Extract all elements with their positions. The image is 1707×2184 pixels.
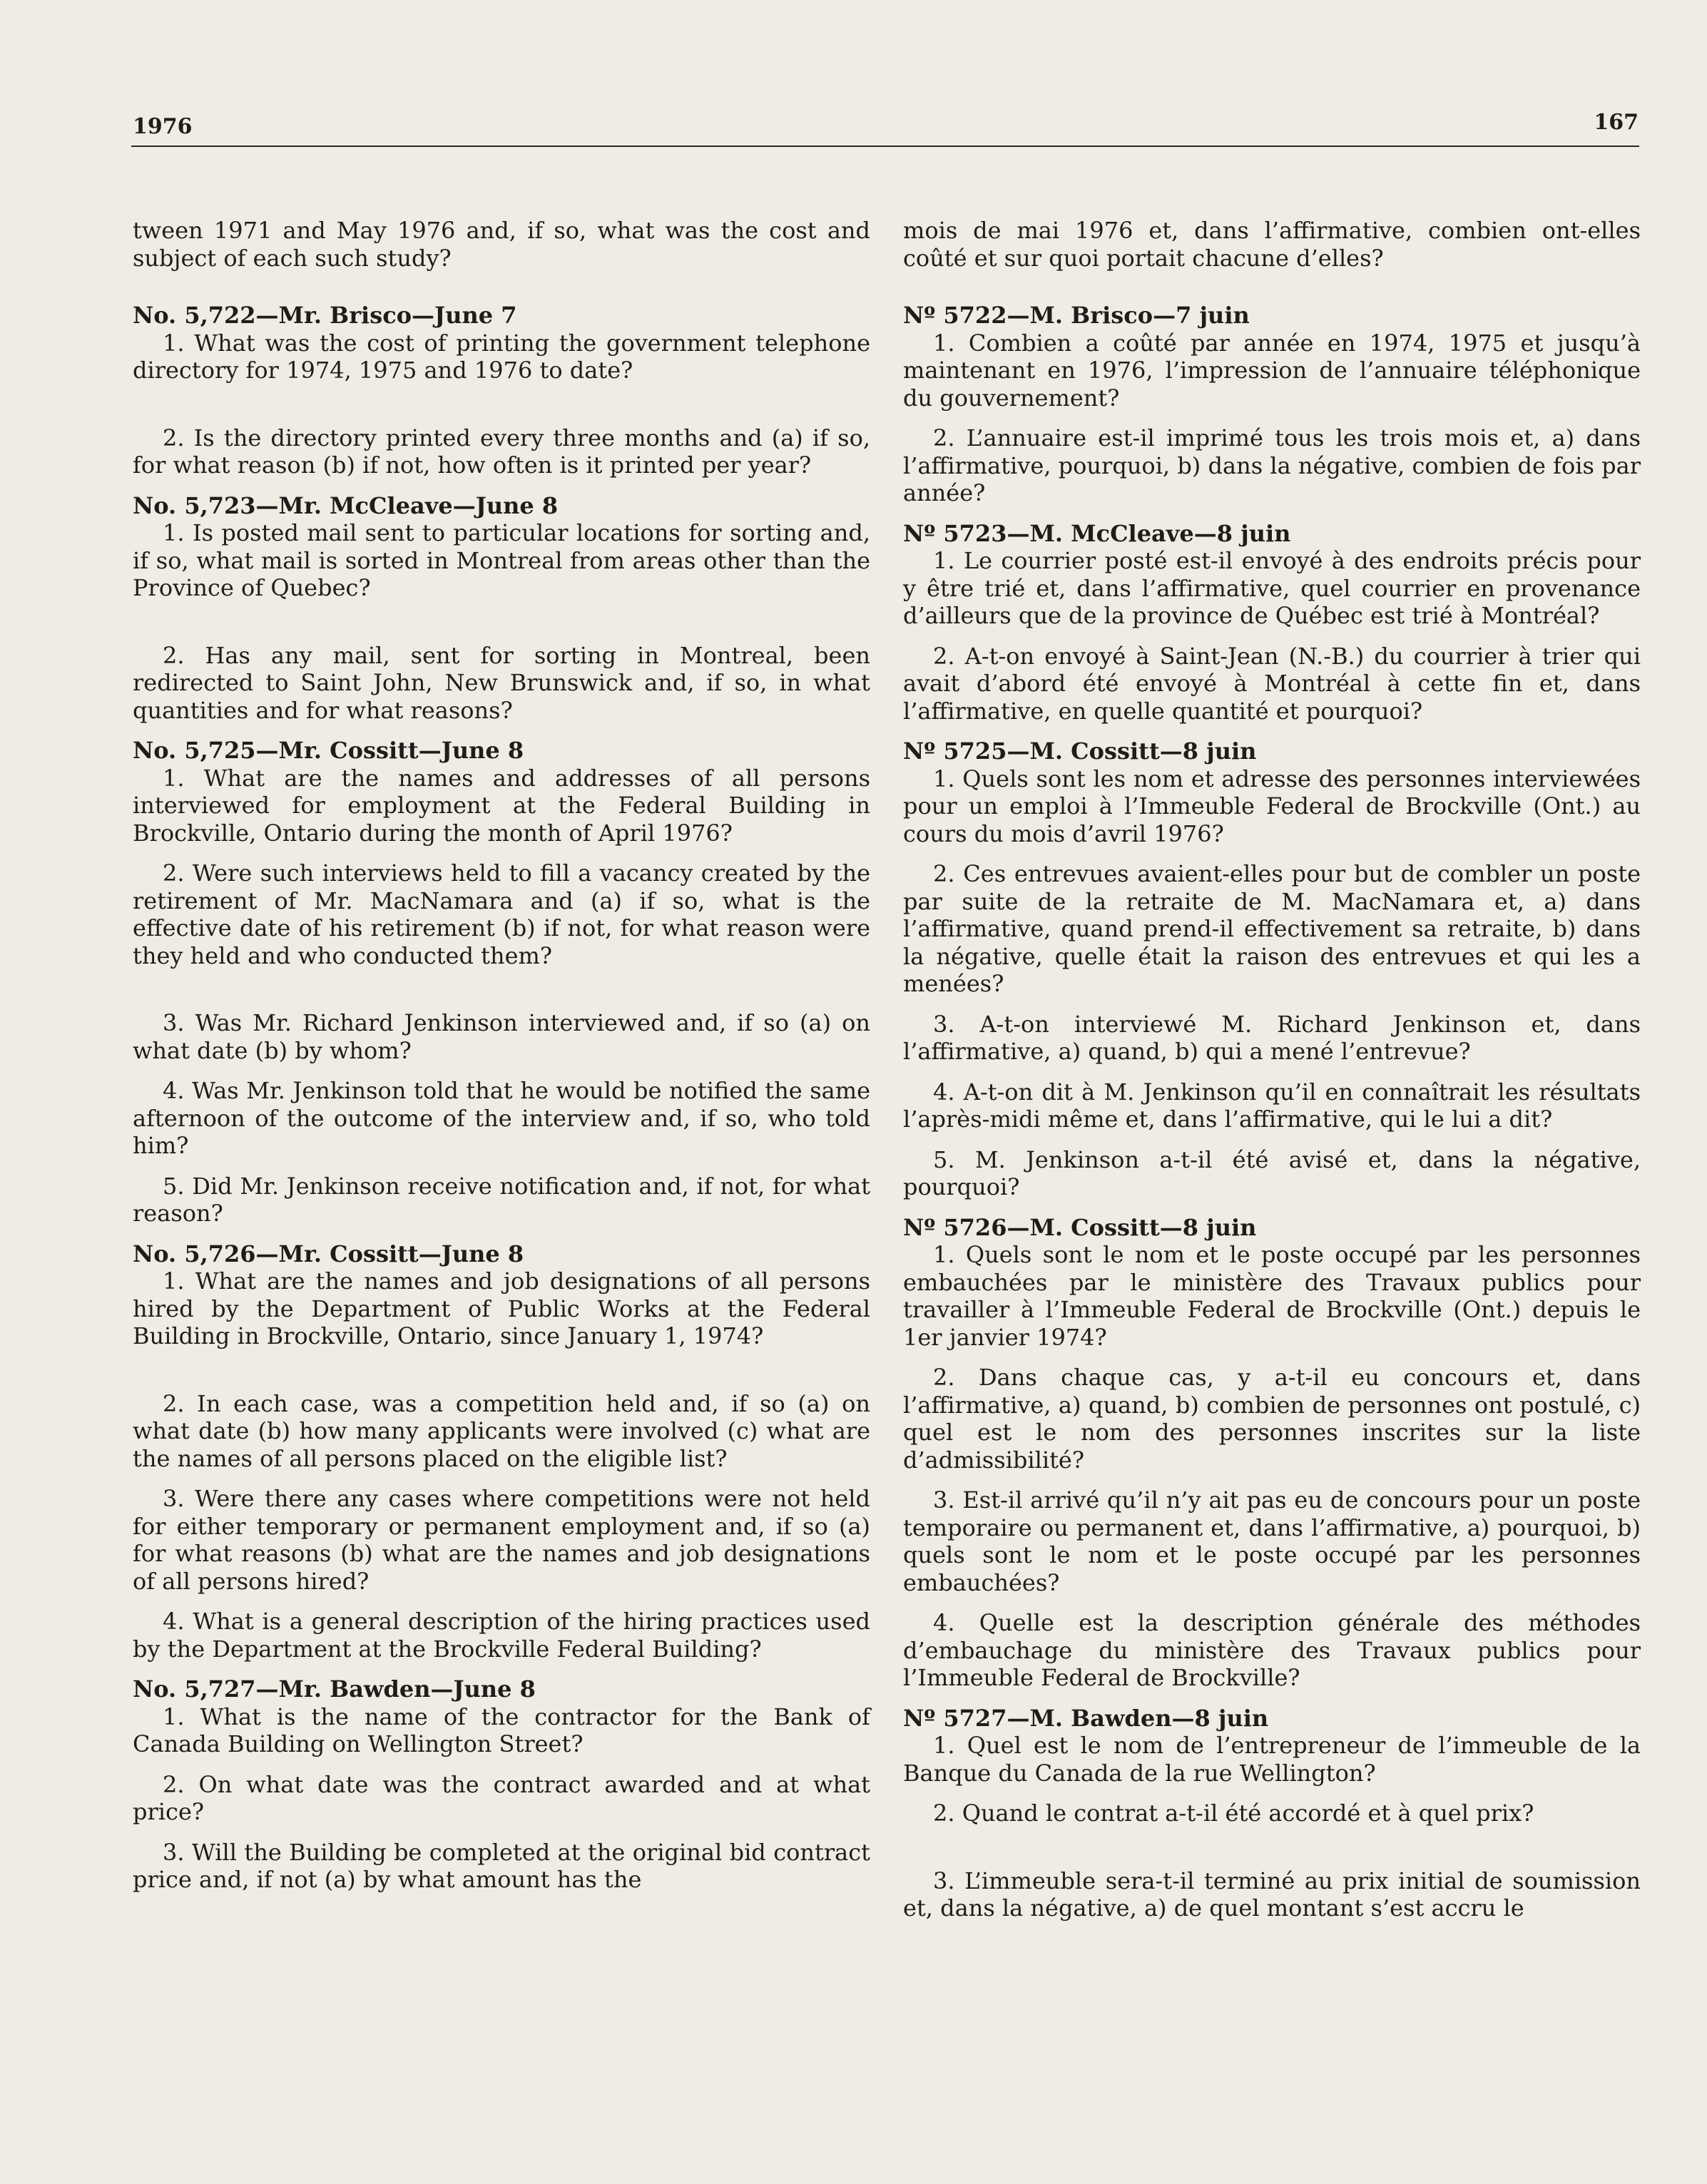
english-column (133, 217, 870, 1894)
question-5727 (133, 1675, 870, 1894)
question-5726-fr (903, 1214, 1641, 1692)
question-paragraph: 5. Did Mr. Jenkinson receive notification and, if not, for what reason? (133, 1172, 870, 1227)
question-paragraph: 1. Quel est le nom de l’entrepreneur de l’immeuble de la Banque du Canada de la rue Wellington? (903, 1732, 1641, 1787)
question-title: No. 5,722—Mr. Brisco—June 7 (133, 302, 517, 329)
question-paragraph: 3. Will the Building be completed at the original bid contract price and, if not (a) by what amount has the (133, 1838, 870, 1893)
question-paragraph: 4. A-t-on dit à M. Jenkinson qu’il en connaîtrait les résultats l’après-midi même et, dans l’affirmative, qui le lui a dit? (903, 1078, 1641, 1133)
question-paragraph: 3. A-t-on interviewé M. Richard Jenkinson et, dans l’affirmative, a) quand, b) qui a mené l’entrevue? (903, 1010, 1641, 1065)
question-paragraph: 1. Combien a coûté par année en 1974, 1975 et jusqu’à maintenant en 1976, l’impression de l’annuaire téléphonique du gouvernement? (903, 329, 1641, 412)
question-paragraph: 2. Ces entrevues avaient-elles pour but de combler un poste par suite de la retraite de M. MacNamara et, a) dans l’affirmative, quand prend-il effectivement sa retraite, b) dans la négative, quelle était la raison des entrevues et qui les a menées? (903, 860, 1641, 997)
question-5723-fr (903, 520, 1641, 725)
continued-text: mois de mai 1976 et, dans l’affirmative, combien ont-elles coûté et sur quoi portait chacune d’elles? (903, 217, 1641, 272)
question-paragraph: 1. What are the names and addresses of all persons interviewed for employment at the Federal Building in Brockville, Ontario during the month of April 1976? (133, 764, 870, 847)
question-paragraph: 1. What is the name of the contractor for the Bank of Canada Building on Wellington Street? (133, 1703, 870, 1757)
question-5722-fr (903, 302, 1641, 507)
header-rule (131, 146, 1639, 147)
question-paragraph: 2. Is the directory printed every three months and (a) if so, for what reason (b) if not, how often is it printed per year? (133, 424, 870, 479)
question-paragraph: 4. What is a general description of the hiring practices used by the Department at the Brockville Federal Building? (133, 1608, 870, 1663)
question-5725 (133, 737, 870, 1228)
question-paragraph: 1. What was the cost of printing the government telephone directory for 1974, 1975 and 1976 to date? (133, 329, 870, 384)
page-number: 167 (1594, 110, 1639, 135)
question-title: Nº 5722—M. Brisco—7 juin (903, 302, 1250, 329)
question-5727-fr (903, 1705, 1641, 1922)
question-paragraph: 4. Was Mr. Jenkinson told that he would be notified the same afternoon of the outcome of the interview and, if so, who told him? (133, 1077, 870, 1159)
question-paragraph: 2. A-t-on envoyé à Saint-Jean (N.-B.) du courrier à trier qui avait d’abord été envoyé à Montréal à cette fin et, dans l’affirmative, en quelle quantité et pourquoi? (903, 642, 1641, 725)
question-title: Nº 5727—M. Bawden—8 juin (903, 1704, 1269, 1732)
question-paragraph: 4. Quelle est la description générale des méthodes d’embauchage du ministère des Travaux publics pour l’Immeuble Federal de Brockville? (903, 1609, 1641, 1691)
question-title: Nº 5723—M. McCleave—8 juin (903, 519, 1291, 547)
question-paragraph: 1. Le courrier posté est-il envoyé à des endroits précis pour y être trié et, dans l’affirmative, quel courrier en provenance d’ailleurs que de la province de Québec est trié à Montréal? (903, 547, 1641, 629)
question-5725-fr (903, 738, 1641, 1201)
question-paragraph: 3. L’immeuble sera-t-il terminé au prix initial de soumission et, dans la négative, a) de quel montant s’est accru le (903, 1867, 1641, 1922)
question-paragraph: 2. Were such interviews held to fill a vacancy created by the retirement of Mr. MacNamara and (a) if so, what is the effective date of his retirement (b) if not, for what reason were they held and who conducted them? (133, 859, 870, 969)
question-paragraph: 2. L’annuaire est-il imprimé tous les trois mois et, a) dans l’affirmative, pourquoi, b) dans la négative, combien de fois par année? (903, 424, 1641, 506)
question-paragraph: 3. Was Mr. Richard Jenkinson interviewed and, if so (a) on what date (b) by whom? (133, 1009, 870, 1064)
question-5722 (133, 302, 870, 479)
question-title: Nº 5726—M. Cossitt—8 juin (903, 1213, 1257, 1241)
question-title: No. 5,727—Mr. Bawden—June 8 (133, 1675, 536, 1703)
question-title: No. 5,726—Mr. Cossitt—June 8 (133, 1240, 524, 1267)
page-year: 1976 (133, 114, 193, 139)
question-5723 (133, 492, 870, 725)
question-paragraph: 2. Has any mail, sent for sorting in Montreal, been redirected to Saint John, New Brunswick and, if so, in what quantities and for what reasons? (133, 641, 870, 724)
question-paragraph: 5. M. Jenkinson a-t-il été avisé et, dans la négative, pourquoi? (903, 1145, 1641, 1200)
french-column (903, 217, 1641, 1922)
question-title: No. 5,723—Mr. McCleave—June 8 (133, 491, 559, 519)
question-paragraph: 2. Quand le contrat a-t-il été accordé et à quel prix? (933, 1800, 1534, 1827)
question-paragraph: 2. In each case, was a competition held and, if so (a) on what date (b) how many applicants were involved (c) what are the names of all persons placed on the eligible list? (133, 1389, 870, 1472)
question-paragraph: 1. Quels sont les nom et adresse des personnes interviewées pour un emploi à l’Immeuble Federal de Brockville (Ont.) au cours du mois d’avril 1976? (903, 765, 1641, 847)
continued-text: tween 1971 and May 1976 and, if so, what was the cost and subject of each such study? (133, 217, 870, 272)
question-paragraph: 1. Quels sont le nom et le poste occupé par les personnes embauchées par le ministère des Travaux publics pour travailler à l’Immeuble Federal de Brockville (Ont.) depuis le 1er janvier 1974? (903, 1241, 1641, 1351)
question-title: Nº 5725—M. Cossitt—8 juin (903, 738, 1257, 765)
question-paragraph: 1. Is posted mail sent to particular locations for sorting and, if so, what mail is sorted in Montreal from areas other than the Province of Quebec? (133, 519, 870, 601)
question-paragraph: 1. What are the names and job designations of all persons hired by the Department of Public Works at the Federal Building in Brockville, Ontario, since January 1, 1974? (133, 1267, 870, 1349)
question-5726 (133, 1240, 870, 1663)
question-title: No. 5,725—Mr. Cossitt—June 8 (133, 737, 524, 764)
question-paragraph: 3. Est-il arrivé qu’il n’y ait pas eu de concours pour un poste temporaire ou permanent et, dans l’affirmative, a) pourquoi, b) quels sont le nom et le poste occupé par les personnes embauchées? (903, 1486, 1641, 1596)
question-paragraph: 2. On what date was the contract awarded and at what price? (133, 1770, 870, 1825)
question-paragraph: 2. Dans chaque cas, y a-t-il eu concours et, dans l’affirmative, a) quand, b) combien de personnes ont postulé, c) quel est le nom des personnes inscrites sur la liste d’admissibilité? (903, 1364, 1641, 1474)
question-paragraph: 3. Were there any cases where competitions were not held for either temporary or permanent employment and, if so (a) for what reasons (b) what are the names and job designations of all persons hired? (133, 1485, 870, 1595)
